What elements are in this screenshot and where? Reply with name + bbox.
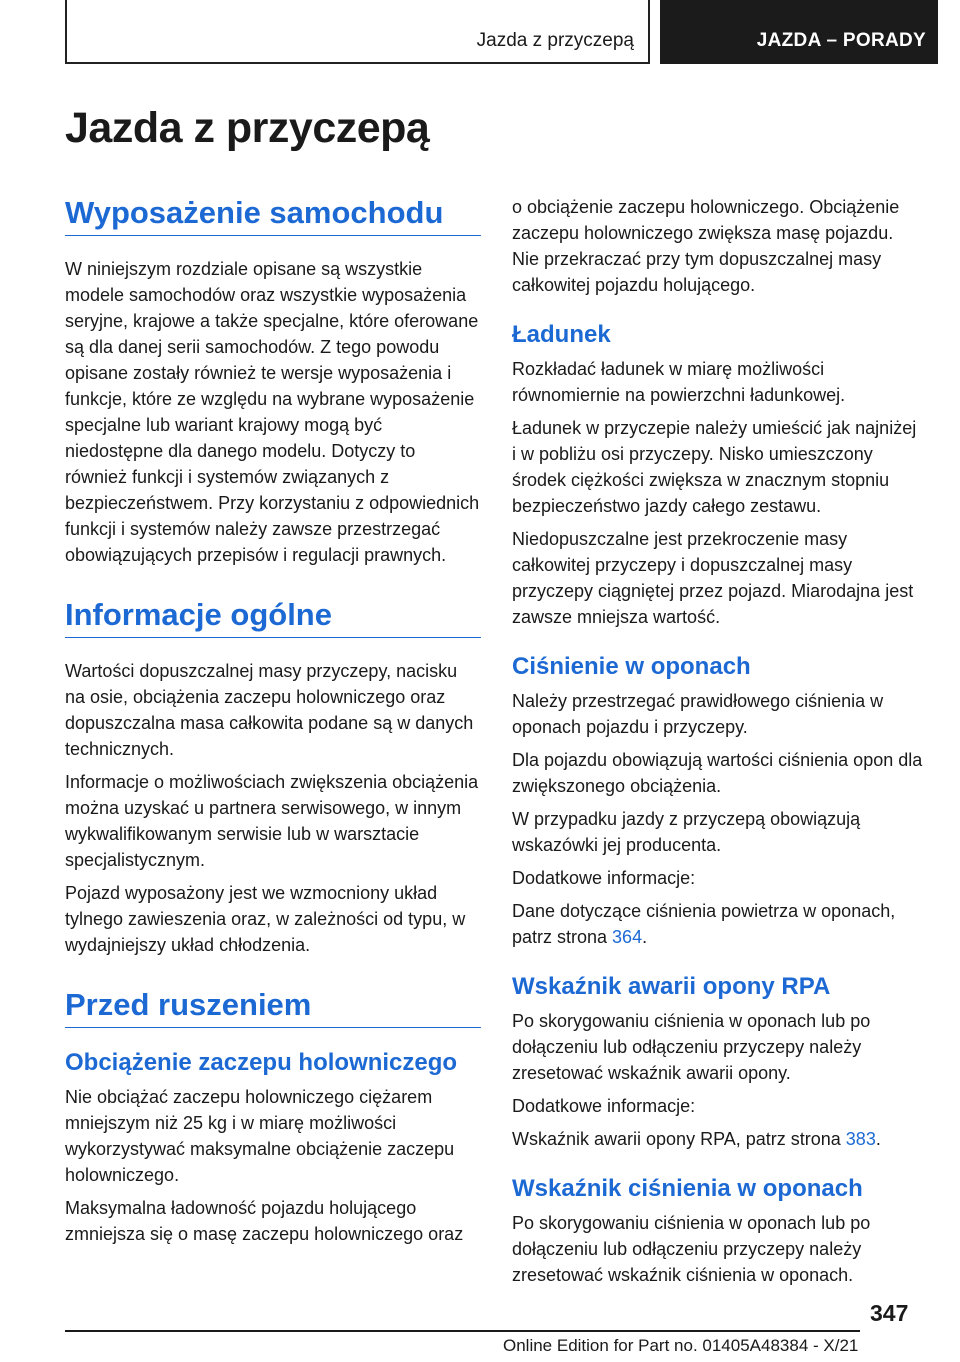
heading-before-driving: Przed ruszeniem [65, 986, 481, 1028]
paragraph-rpa-2: Dodatkowe informacje: [512, 1096, 696, 1116]
header-chapter-title: JAZDA – PORADY [756, 30, 926, 51]
paragraph-load-2: Ładunek w przyczepie należy umieścić jak najniżej i w pobliżu osi przyczepy. Nisko umieszczony środek ciężkości zwiększa w znacznym stopniu bezpieczeństwo jazdy całego zestawu. [512, 418, 917, 516]
left-column [65, 194, 481, 1254]
paragraph-rpa-3: Wskaźnik awarii opony RPA, patrz strona 383. [512, 1129, 881, 1149]
header-section-title: Jazda z przyczepą [476, 30, 634, 51]
paragraph-equipment: W niniejszym rozdziale opisane są wszystkie modele samochodów oraz wszystkie wyposażenia seryjne, krajowe a także specjalne, które oferowane są dla danej serii samochodów. Z tego powodu opisane zostały również te wersje wyposażenia i funkcje, które ze względu na wybrane wyposażenie specjalne lub wariant krajowy mogą być niedostępne dla danego modelu. Dotyczy to również funkcji i systemów związanych z bezpieczeństwem. Przy korzystaniu z odpowiednich funkcji i systemów należy zawsze przestrzegać obowiązujących przepisów i regulacji prawnych. [65, 259, 480, 565]
paragraph-general-2: Informacje o możliwościach zwiększenia obciążenia można uzyskać u partnera serwisowego, w innym wykwalifikowanym serwisie lub w warsztacie specjalistycznym. [65, 772, 479, 870]
paragraph-hitch-2: Maksymalna ładowność pojazdu holującego zmniejsza się o masę zaczepu holowniczego oraz [65, 1198, 464, 1244]
page-title: Jazda z przyczepą [65, 104, 430, 152]
tire-ref-text: Dane dotyczące ciśnienia powietrza w oponach, patrz strona [512, 901, 896, 947]
right-column [512, 194, 924, 1295]
rpa-ref-text: Wskaźnik awarii opony RPA, patrz strona [512, 1129, 846, 1149]
paragraph-tire-2: Dla pojazdu obowiązują wartości ciśnienia opon dla zwiększonego obciążenia. [512, 750, 923, 796]
subheading-pressure-indicator: Wskaźnik ciśnienia w oponach [512, 1175, 863, 1202]
page-link-383[interactable]: 383 [845, 1129, 876, 1149]
heading-equipment: Wyposażenie samochodu [65, 194, 481, 236]
subheading-tire-pressure: Ciśnienie w oponach [512, 653, 751, 680]
paragraph-rpa-1: Po skorygowaniu ciśnienia w oponach lub po dołączeniu lub odłączeniu przyczepy należy zresetować wskaźnik awarii opony. [512, 1011, 871, 1083]
paragraph-tire-5: Dane dotyczące ciśnienia powietrza w oponach, patrz strona 364. [512, 901, 896, 947]
subheading-load: Ładunek [512, 321, 611, 348]
page-link-364[interactable]: 364 [612, 927, 643, 947]
paragraph-tire-4: Dodatkowe informacje: [512, 868, 696, 888]
heading-general-info: Informacje ogólne [65, 596, 481, 638]
footer-divider [65, 1330, 860, 1332]
paragraph-hitch-1: Nie obciążać zaczepu holowniczego ciężarem mniejszym niż 25 kg i w miarę możliwości wykorzystywać maksymalne obciążenie zaczepu holowniczego. [65, 1087, 455, 1185]
paragraph-general-3: Pojazd wyposażony jest we wzmocniony układ tylnego zawieszenia oraz, w zależności od typu, w wydajniejszy układ chłodzenia. [65, 883, 466, 955]
paragraph-pressure-1: Po skorygowaniu ciśnienia w oponach lub po dołączeniu lub odłączeniu przyczepy należy zresetować wskaźnik ciśnienia w oponach. [512, 1213, 871, 1285]
paragraph-tire-3: W przypadku jazdy z przyczepą obowiązują wskazówki jej producenta. [512, 809, 861, 855]
paragraph-load-3: Niedopuszczalne jest przekroczenie masy całkowitej przyczepy i dopuszczalnej masy przyczepy ciągniętej przez pojazd. Miarodajna jest zawsze mniejsza wartość. [512, 529, 914, 627]
subheading-tow-hitch-load: Obciążenie zaczepu holowniczego [65, 1049, 458, 1076]
paragraph-load-1: Rozkładać ładunek w miarę możliwości równomiernie na powierzchni ładunkowej. [512, 359, 846, 405]
header-chapter-box [660, 0, 938, 64]
page-number: 347 [870, 1300, 909, 1326]
subheading-rpa: Wskaźnik awarii opony RPA [512, 973, 831, 1000]
paragraph-tire-1: Należy przestrzegać prawidłowego ciśnienia w oponach pojazdu i przyczepy. [512, 691, 884, 737]
footer-edition: Online Edition for Part no. 01405A48384 - X/21 [503, 1336, 859, 1355]
header-section-box [65, 0, 650, 64]
paragraph-hitch-continued: o obciążenie zaczepu holowniczego. Obciążenie zaczepu holowniczego zwiększa masę pojazdu. Nie przekraczać przy tym dopuszczalnej masy całkowitej pojazdu holującego. [512, 197, 900, 295]
paragraph-general-1: Wartości dopuszczalnej masy przyczepy, nacisku na osie, obciążenia zaczepu holowniczego oraz dopuszczalna masa całkowita podane są w danych technicznych. [65, 661, 474, 759]
